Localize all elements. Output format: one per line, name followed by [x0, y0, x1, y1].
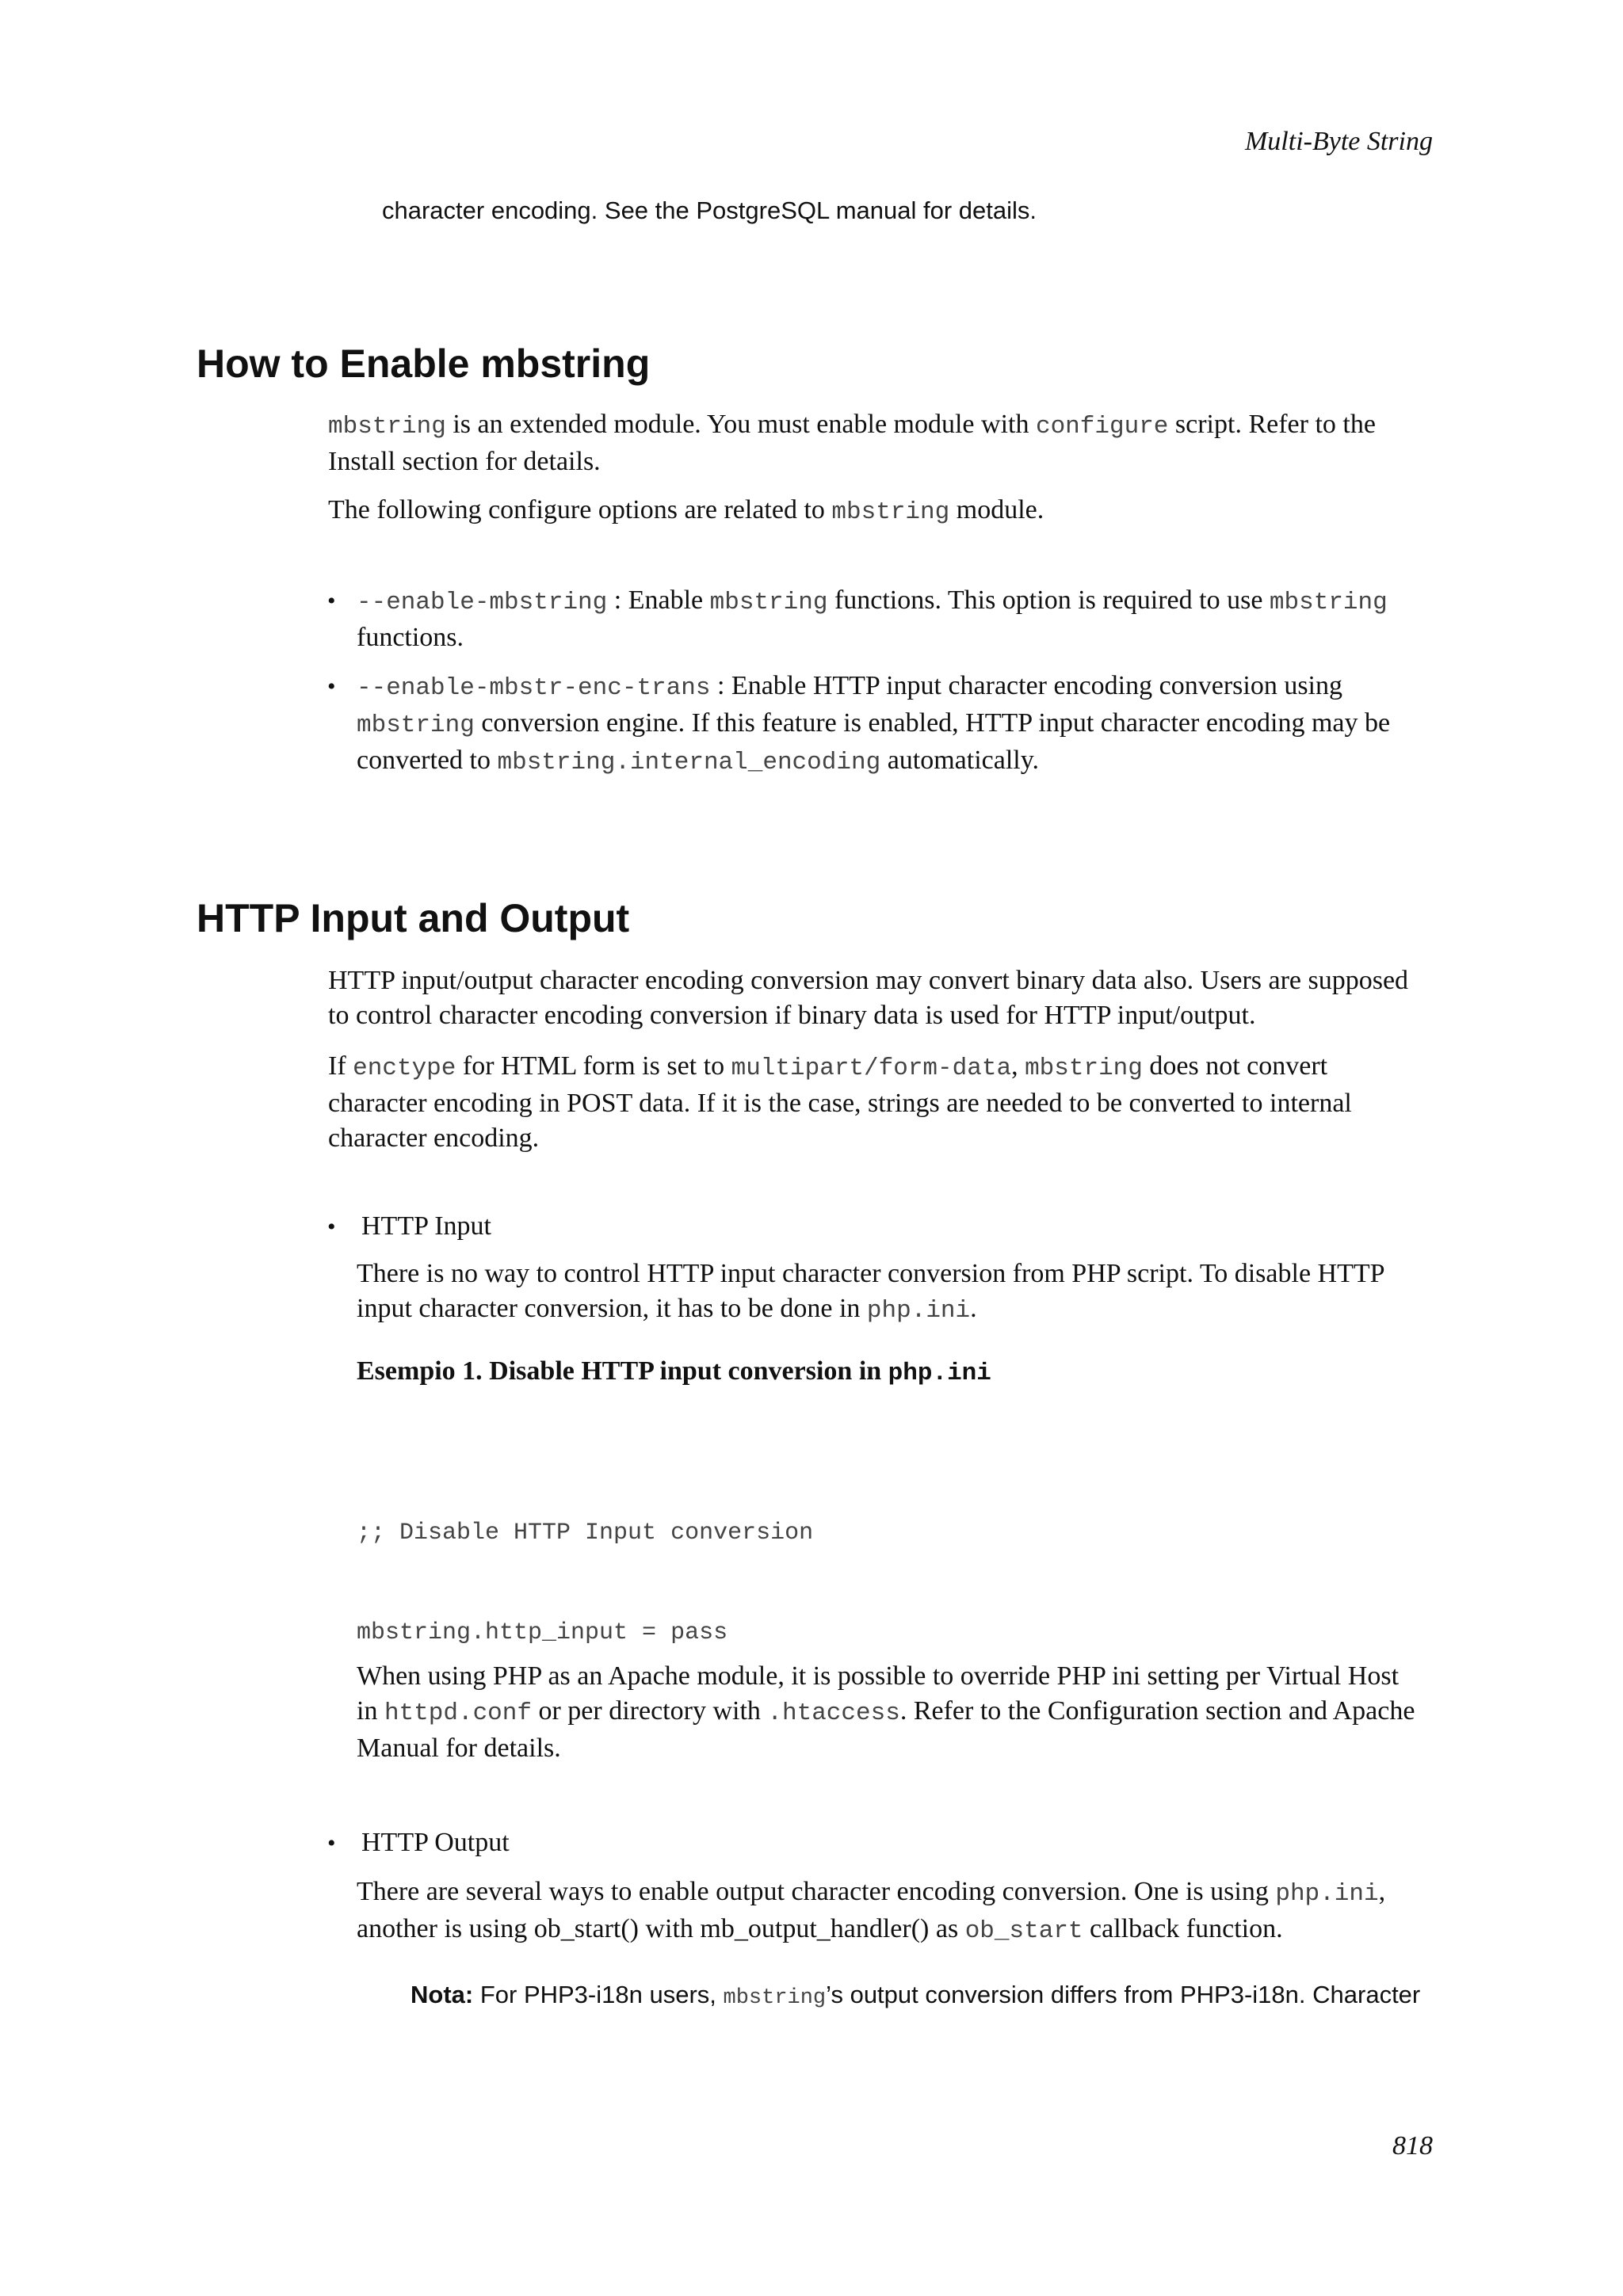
code-line: mbstring.http_input = pass	[357, 1619, 728, 1646]
paragraph-line: character encoding in POST data. If it is the case, strings are needed to be converted to internal	[328, 1089, 1352, 1118]
inline-code: mbstring	[1025, 1055, 1143, 1082]
continued-note-text: character encoding. See the PostgreSQL manual for details.	[382, 196, 1037, 224]
inline-code: mbstring	[328, 413, 446, 441]
paragraph-line	[357, 1291, 1385, 1329]
text-run: ,	[1378, 1877, 1386, 1906]
text-run: is an extended module. You must enable module with	[445, 410, 1036, 439]
inline-code: configure	[1035, 413, 1169, 441]
text-run: automatically.	[880, 746, 1040, 775]
text-run: script. Refer to the	[1168, 410, 1376, 439]
inline-code: mbstring	[1269, 589, 1388, 616]
paragraph-line	[357, 583, 1388, 620]
text-run: : Enable	[607, 585, 710, 615]
text-run: or per directory with	[531, 1696, 768, 1726]
text-run: another is using ob_start() with mb_output_handler() as	[357, 1914, 965, 1943]
text-run: for HTML form is set to	[456, 1051, 731, 1081]
list-item-enable-mbstring	[357, 583, 1388, 655]
text-run: : Enable HTTP input character encoding conversion using	[710, 671, 1342, 700]
paragraph-line: Manual for details.	[357, 1733, 561, 1763]
bullet-marker: •	[327, 1830, 336, 1856]
page-number: 818	[1392, 2131, 1433, 2161]
text-run: . Refer to the Configuration section and Apache	[899, 1696, 1415, 1726]
paragraph-http-output	[357, 1875, 1385, 1949]
running-header: Multi-Byte String	[1244, 127, 1433, 156]
bullet-marker: •	[327, 1214, 336, 1240]
inline-code: mbstring	[709, 589, 828, 616]
paragraph-line	[328, 1049, 1352, 1086]
paragraph-apache-override	[357, 1659, 1415, 1766]
inline-code: php.ini	[1275, 1880, 1379, 1908]
text-run: conversion engine. If this feature is enabled, HTTP input character encoding may be	[474, 708, 1391, 738]
note-php3-i18n	[411, 1981, 1420, 2010]
text-run: If	[328, 1051, 353, 1081]
paragraph-line	[357, 669, 1390, 706]
list-item-enable-mbstr-enc-trans	[357, 669, 1390, 780]
paragraph-line	[328, 407, 1376, 444]
paragraph-line	[357, 706, 1390, 743]
text-run: There are several ways to enable output character encoding conversion. One is using	[357, 1877, 1276, 1906]
bullet-marker: •	[327, 588, 336, 614]
paragraph-line	[357, 1912, 1385, 1949]
paragraph-line	[357, 1875, 1385, 1912]
inline-code: .htaccess	[767, 1699, 900, 1727]
text-run: does not convert	[1142, 1051, 1328, 1081]
paragraph-http-input	[357, 1257, 1385, 1329]
list-item-http-output-label: HTTP Output	[361, 1828, 510, 1857]
inline-code: mbstring	[723, 1986, 827, 2010]
text-run: .	[970, 1294, 977, 1323]
inline-code: php.ini	[888, 1360, 991, 1387]
section-heading-http-input-output: HTTP Input and Output	[197, 896, 630, 940]
paragraph-enable-module	[328, 407, 1376, 479]
text-run: The following configure options are related to	[328, 495, 832, 524]
paragraph-line: to control character encoding conversion if binary data is used for HTTP input/output.	[328, 1001, 1256, 1030]
code-line: ;; Disable HTTP Input conversion	[357, 1520, 814, 1547]
paragraph-binary-data	[328, 963, 1408, 1033]
paragraph-line	[357, 743, 1390, 780]
text-run: converted to	[357, 746, 498, 775]
inline-code: ob_start	[964, 1917, 1083, 1945]
list-item-http-input-label: HTTP Input	[361, 1211, 492, 1241]
text-run: functions. This option is required to use	[827, 585, 1270, 615]
inline-code: mbstring	[831, 498, 950, 526]
inline-code: --enable-mbstr-enc-trans	[357, 674, 711, 702]
inline-code: multipart/form-data	[731, 1055, 1012, 1082]
paragraph-line: HTTP input/output character encoding conversion may convert binary data also. Users are supposed	[328, 966, 1409, 995]
paragraph-line: When using PHP as an Apache module, it is possible to override PHP ini setting per Virtual Host	[357, 1661, 1400, 1691]
paragraph-configure-options	[328, 493, 1044, 530]
text-run: Esempio 1. Disable HTTP input conversion in	[357, 1356, 888, 1386]
inline-code: mbstring	[357, 711, 475, 739]
text-run: callback function.	[1083, 1914, 1283, 1943]
text-run: input character conversion, it has to be done in	[357, 1294, 867, 1323]
paragraph-line: character encoding.	[328, 1123, 540, 1153]
example-title	[357, 1356, 991, 1387]
note-label: Nota:	[411, 1981, 474, 2008]
paragraph-line: functions.	[357, 623, 464, 652]
text-run: ’s output conversion differs from PHP3-i18n. Character	[826, 1981, 1421, 2008]
section-heading-enable-mbstring: How to Enable mbstring	[197, 341, 651, 386]
inline-code: enctype	[353, 1055, 456, 1082]
inline-code: httpd.conf	[384, 1699, 532, 1727]
paragraph-line: There is no way to control HTTP input character conversion from PHP script. To disable HTTP	[357, 1259, 1385, 1288]
inline-code: --enable-mbstring	[357, 589, 608, 616]
text-run: For PHP3-i18n users,	[473, 1981, 724, 2008]
text-run: ,	[1011, 1051, 1025, 1081]
paragraph-line: Install section for details.	[328, 447, 601, 476]
paragraph-enctype	[328, 1049, 1352, 1156]
bullet-marker: •	[327, 673, 336, 700]
paragraph-line	[357, 1694, 1415, 1731]
inline-code: mbstring.internal_encoding	[497, 749, 881, 776]
inline-code: php.ini	[866, 1297, 971, 1325]
text-run: in	[357, 1696, 384, 1726]
text-run: module.	[949, 495, 1044, 524]
